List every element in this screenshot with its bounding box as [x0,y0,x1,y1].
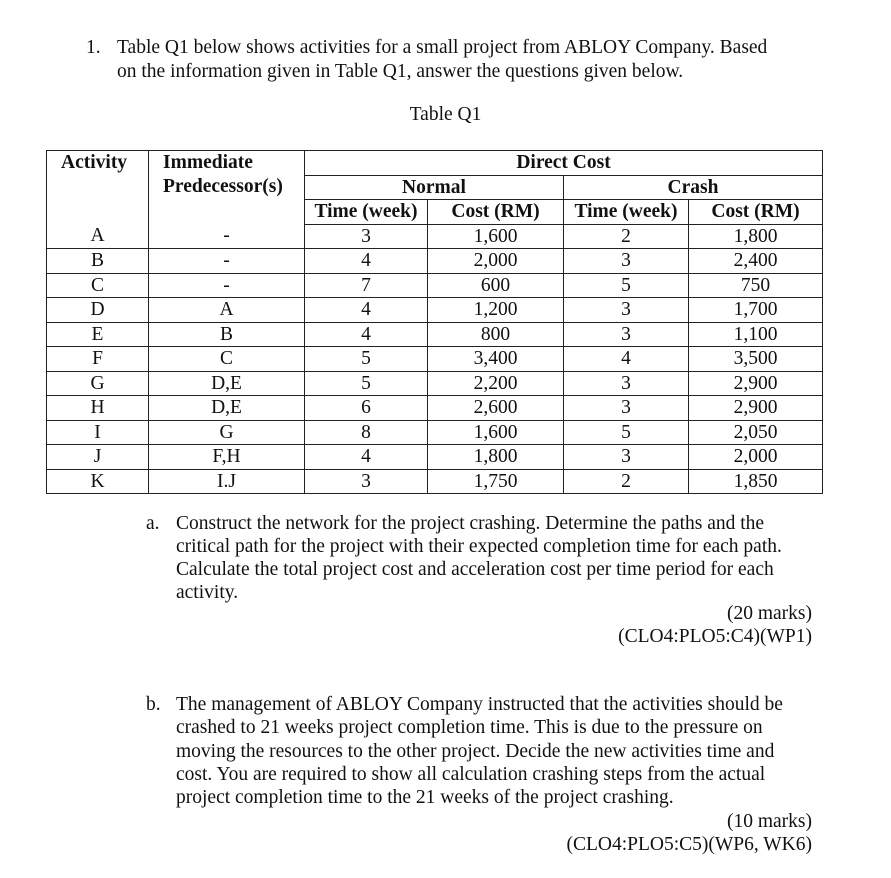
cell-crash-time: 4 [564,347,689,372]
cell-activity: H [47,396,149,421]
table-row [47,273,823,298]
cell-activity: D [47,298,149,323]
part-a-line-1: Construct the network for the project crashing. Determine the paths and the [176,513,765,534]
cell-normal-cost: 3,400 [428,347,564,372]
part-b-outcome: (CLO4:PLO5:C5)(WP6, WK6) [566,834,812,855]
cell-crash-cost: 1,100 [689,322,823,347]
cell-crash-cost: 3,500 [689,347,823,372]
cell-normal-cost: 2,600 [428,396,564,421]
cell-crash-time: 3 [564,298,689,323]
part-a-line-3: Calculate the total project cost and acceleration cost per time period for each [176,559,774,580]
cell-crash-time: 2 [564,469,689,494]
cell-normal-cost: 1,600 [428,224,564,249]
cell-normal-time: 6 [305,396,428,421]
part-a-line-4: activity. [176,582,239,603]
header-crash-cost: Cost (RM) [689,200,823,225]
header-direct-cost: Direct Cost [305,151,823,176]
header-predecessor [149,151,305,225]
part-b-line-5: project completion time to the 21 weeks of the project crashing. [176,787,674,808]
cell-crash-time: 3 [564,445,689,470]
header-predecessor-line-1: Immediate [163,152,253,173]
activity-table [46,150,823,494]
cell-normal-cost: 600 [428,273,564,298]
cell-predecessor: C [149,347,305,372]
cell-predecessor: I.J [149,469,305,494]
cell-predecessor: D,E [149,396,305,421]
table-caption: Table Q1 [409,104,482,125]
part-b-line-3: moving the resources to the other project. Decide the new activities time and [176,741,775,762]
part-b-marks: (10 marks) [726,811,812,832]
cell-normal-cost: 1,750 [428,469,564,494]
cell-crash-cost: 2,050 [689,420,823,445]
cell-crash-cost: 1,850 [689,469,823,494]
cell-normal-time: 5 [305,347,428,372]
part-b-label: b. [146,694,161,715]
cell-activity: J [47,445,149,470]
header-crash: Crash [564,175,823,200]
question-intro-line-1: Table Q1 below shows activities for a small project from ABLOY Company. Based [117,37,768,58]
cell-crash-cost: 1,700 [689,298,823,323]
header-normal-time: Time (week) [305,200,428,225]
cell-activity: E [47,322,149,347]
cell-crash-time: 3 [564,322,689,347]
cell-predecessor: G [149,420,305,445]
header-predecessor-line-2: Predecessor(s) [163,176,283,197]
cell-activity: I [47,420,149,445]
cell-normal-time: 4 [305,445,428,470]
cell-crash-time: 3 [564,371,689,396]
cell-activity: C [47,273,149,298]
table-row [47,371,823,396]
cell-crash-time: 5 [564,273,689,298]
cell-normal-time: 8 [305,420,428,445]
table-row [47,396,823,421]
table-row [47,469,823,494]
part-a-marks: (20 marks) [726,603,812,624]
cell-crash-time: 3 [564,249,689,274]
cell-normal-cost: 2,200 [428,371,564,396]
cell-predecessor: A [149,298,305,323]
header-row-direct-cost [47,151,823,176]
part-a-label: a. [146,513,160,534]
cell-normal-cost: 800 [428,322,564,347]
cell-predecessor: D,E [149,371,305,396]
question-intro-line-2: on the information given in Table Q1, answer the questions given below. [117,61,684,82]
cell-crash-cost: 1,800 [689,224,823,249]
table-row [47,420,823,445]
cell-normal-cost: 2,000 [428,249,564,274]
cell-crash-time: 2 [564,224,689,249]
cell-crash-cost: 750 [689,273,823,298]
cell-activity: F [47,347,149,372]
cell-predecessor: B [149,322,305,347]
cell-crash-cost: 2,900 [689,396,823,421]
cell-activity: B [47,249,149,274]
cell-activity: A [47,224,149,249]
cell-crash-time: 3 [564,396,689,421]
cell-normal-cost: 1,200 [428,298,564,323]
header-activity: Activity [47,151,149,225]
part-b-line-4: cost. You are required to show all calculation crashing steps from the actual [176,764,766,785]
cell-normal-time: 4 [305,298,428,323]
question-number: 1. [86,37,101,58]
cell-crash-cost: 2,400 [689,249,823,274]
table-row [47,224,823,249]
cell-predecessor: F,H [149,445,305,470]
cell-crash-time: 5 [564,420,689,445]
header-normal-cost: Cost (RM) [428,200,564,225]
cell-normal-cost: 1,600 [428,420,564,445]
table-row [47,347,823,372]
cell-predecessor: - [149,273,305,298]
cell-normal-time: 3 [305,469,428,494]
cell-crash-cost: 2,900 [689,371,823,396]
cell-normal-cost: 1,800 [428,445,564,470]
cell-normal-time: 3 [305,224,428,249]
part-a-line-2: critical path for the project with their expected completion time for each path. [176,536,782,557]
cell-normal-time: 7 [305,273,428,298]
table-row [47,298,823,323]
cell-predecessor: - [149,249,305,274]
cell-activity: K [47,469,149,494]
table-row [47,322,823,347]
cell-predecessor: - [149,224,305,249]
header-normal: Normal [305,175,564,200]
cell-activity: G [47,371,149,396]
header-crash-time: Time (week) [564,200,689,225]
table-row [47,249,823,274]
cell-crash-cost: 2,000 [689,445,823,470]
cell-normal-time: 4 [305,322,428,347]
part-b-line-1: The management of ABLOY Company instructed that the activities should be [176,694,783,715]
table-row [47,445,823,470]
part-b-line-2: crashed to 21 weeks project completion time. This is due to the pressure on [176,717,763,738]
cell-normal-time: 5 [305,371,428,396]
cell-normal-time: 4 [305,249,428,274]
part-a-outcome: (CLO4:PLO5:C4)(WP1) [618,626,812,647]
